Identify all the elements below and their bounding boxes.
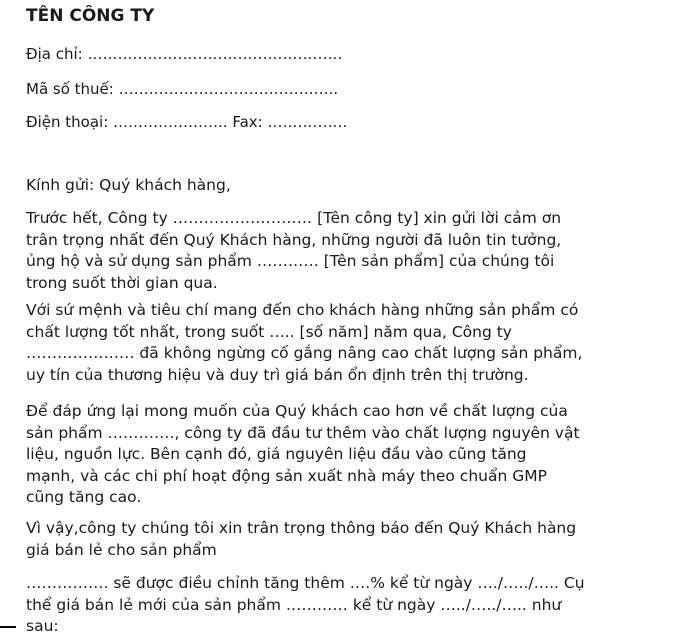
phone-fax-field: Điện thoại: ………………….. Fax: ……………. [26, 113, 348, 131]
paragraph-price-adjustment: ……………. sẽ được điều chỉnh tăng thêm ….% kể từ ngày …./…../….. Cụ thể giá bán lẻ mới của sản phẩm ………… kể từ ngày …../…../….. như sau: [26, 574, 585, 635]
greeting: Kính gửi: Quý khách hàng, [26, 176, 231, 194]
tax-code-field: Mã số thuế: …………………………………….. [26, 80, 339, 98]
company-name: TÊN CÔNG TY [26, 6, 155, 26]
address-field: Địa chỉ: …………………………………………… [26, 45, 343, 63]
edge-mark [0, 626, 16, 628]
paragraph-mission: Với sứ mệnh và tiêu chí mang đến cho khách hàng những sản phẩm có chất lượng tốt nhất, trong suốt ….. [số năm] năm qua, Công ty ………………… đã không ngừng cố gắng nâng cao chất lượng sản phẩm, uy tín của thương hiệu và duy trì giá bán ổn định trên thị trường. [26, 301, 583, 384]
paragraph-announcement: Vì vậy,công ty chúng tôi xin trân trọng thông báo đến Quý Khách hàng giá bán lẻ cho sản phẩm [26, 519, 577, 559]
paragraph-reason: Để đáp ứng lại mong muốn của Quý khách cao hơn về chất lượng của sản phẩm …………., công ty đã đầu tư thêm vào chất lượng nguyên vật liệu, nguồn lực. Bên cạnh đó, giá nguyên liệu đầu vào cũng tăng mạnh, và các chi phí hoạt động sản xuất nhà máy theo chuẩn GMP cũng tăng cao. [26, 402, 580, 506]
paragraph-thanks: Trước hết, Công ty ……………………… [Tên công ty] xin gửi lời cảm ơn trân trọng nhất đến Quý Khách hàng, những người đã luôn tin tưởng, ủng hộ và sử dụng sản phẩm ………… [Tên sản phẩm] của chúng tôi trong suốt thời gian qua. [26, 209, 562, 292]
